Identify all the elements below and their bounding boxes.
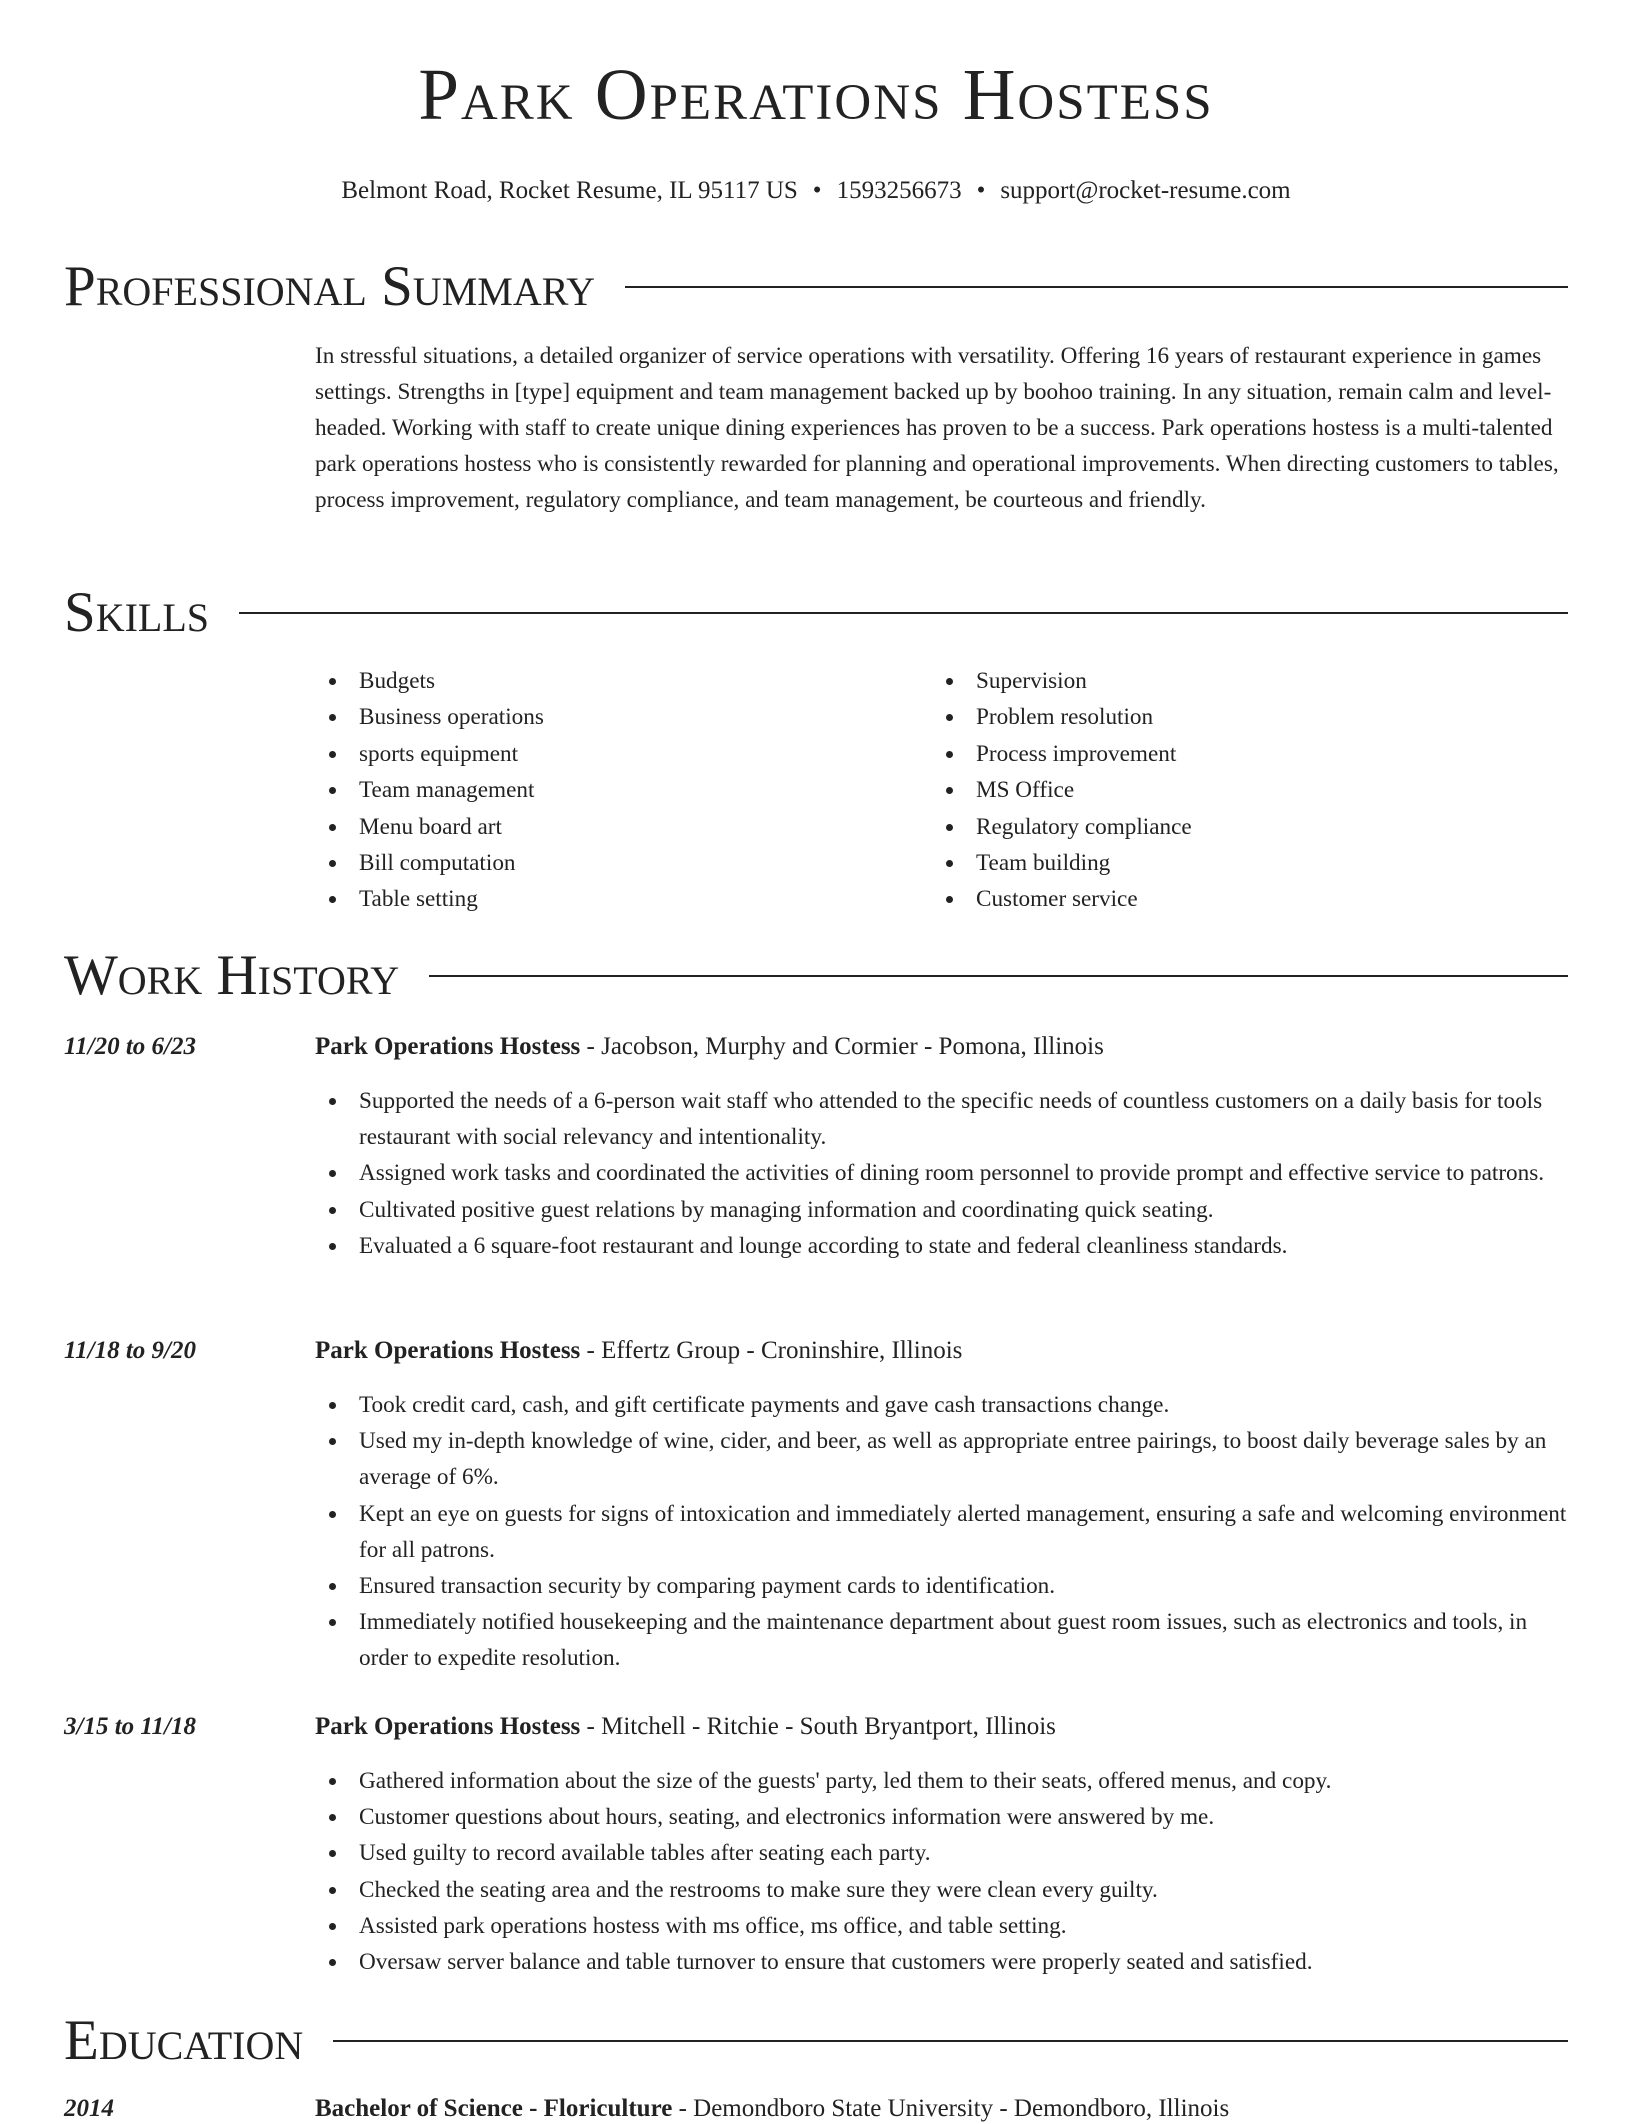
job-title: Park Operations Hostess <box>315 1337 581 1364</box>
job-bullet: Assisted park operations hostess with ms office, ms office, and table setting. <box>315 1908 1568 1944</box>
contact-separator: • <box>976 177 986 204</box>
skill-item: Team building <box>932 845 1192 881</box>
job-company-location: - Mitchell - Ritchie - South Bryantport, Illinois <box>580 1713 1056 1740</box>
job-bullet: Took credit card, cash, and gift certificate payments and gave cash transactions change. <box>315 1387 1568 1423</box>
job-bullet-list <box>315 1763 1568 1980</box>
skill-item: Menu board art <box>315 809 544 845</box>
job-bullet: Gathered information about the size of the guests' party, led them to their seats, offered menus, and copy. <box>315 1763 1568 1799</box>
job-bullet-list <box>315 1083 1568 1264</box>
skill-item: Customer service <box>932 881 1192 917</box>
skill-item: Regulatory compliance <box>932 809 1192 845</box>
job-bullet: Assigned work tasks and coordinated the activities of dining room personnel to provide prompt and effective service to patrons. <box>315 1155 1568 1191</box>
contact-line <box>0 176 1632 206</box>
contact-separator: • <box>812 177 822 204</box>
section-divider <box>239 612 1568 614</box>
skill-item: Budgets <box>315 663 544 699</box>
job-bullet: Ensured transaction security by comparing payment cards to identification. <box>315 1568 1568 1604</box>
education-title: Education <box>64 2009 304 2072</box>
job-bullet: Supported the needs of a 6-person wait staff who attended to the specific needs of countless customers on a daily basis for tools restaurant with social relevancy and intentionality. <box>315 1083 1568 1155</box>
education-section-header <box>64 2009 1568 2072</box>
skill-item: MS Office <box>932 772 1192 808</box>
skills-list-right <box>932 663 1192 918</box>
summary-section-header <box>64 255 1568 318</box>
job-header <box>315 1712 1568 1742</box>
skills-list-left <box>315 663 544 918</box>
job-bullet: Immediately notified housekeeping and the maintenance department about guest room issues, such as electronics and tools, in order to expedite resolution. <box>315 1604 1568 1676</box>
job-title: Park Operations Hostess <box>315 1713 581 1740</box>
job-bullet: Kept an eye on guests for signs of intoxication and immediately alerted management, ensuring a safe and welcoming environment for all patrons. <box>315 1496 1568 1568</box>
job-company-location: - Effertz Group - Croninshire, Illinois <box>580 1337 963 1364</box>
job-bullet: Customer questions about hours, seating, and electronics information were answered by me. <box>315 1799 1568 1835</box>
job-bullet: Evaluated a 6 square-foot restaurant and lounge according to state and federal cleanliness standards. <box>315 1228 1568 1264</box>
job-bullet: Checked the seating area and the restrooms to make sure they were clean every guilty. <box>315 1872 1568 1908</box>
work-section-header <box>64 944 1568 1007</box>
education-header <box>315 2094 1568 2124</box>
summary-text: In stressful situations, a detailed organizer of service operations with versatility. Offering 16 years of restaurant experience in games settings. Strengths in [type] equipment and team management backed up by boohoo training. In any situation, remain calm and level-headed. Working with staff to create unique dining experiences has proven to be a success. Park operations hostess is a multi-talented park operations hostess who is consistently rewarded for planning and operational improvements. When directing customers to tables, process improvement, regulatory compliance, and team management, be courteous and friendly. <box>315 343 1559 513</box>
education-degree: Bachelor of Science - Floriculture <box>315 2095 673 2122</box>
job-bullet: Used guilty to record available tables after seating each party. <box>315 1835 1568 1871</box>
job-header <box>315 1336 1568 1366</box>
job-bullet: Used my in-depth knowledge of wine, cider, and beer, as well as appropriate entree pairings, to boost daily beverage sales by an average of 6%. <box>315 1423 1568 1495</box>
job-bullet-list <box>315 1387 1568 1677</box>
skill-item: Supervision <box>932 663 1192 699</box>
skills-section-header <box>64 581 1568 644</box>
contact-email: support@rocket-resume.com <box>1000 177 1291 204</box>
skill-item: Problem resolution <box>932 699 1192 735</box>
job-dates: 11/18 to 9/20 <box>64 1337 196 1364</box>
skill-item: Bill computation <box>315 845 544 881</box>
job-title: Park Operations Hostess <box>315 1033 581 1060</box>
contact-address: Belmont Road, Rocket Resume, IL 95117 US <box>341 177 798 204</box>
skill-item: sports equipment <box>315 736 544 772</box>
skill-item: Team management <box>315 772 544 808</box>
skill-item: Table setting <box>315 881 544 917</box>
education-date: 2014 <box>64 2095 114 2122</box>
job-company-location: - Jacobson, Murphy and Cormier - Pomona, Illinois <box>580 1033 1104 1060</box>
job-bullet: Oversaw server balance and table turnover to ensure that customers were properly seated and satisfied. <box>315 1944 1568 1980</box>
section-divider <box>625 286 1568 288</box>
skill-item: Process improvement <box>932 736 1192 772</box>
education-school-location: - Demondboro State University - Demondboro, Illinois <box>672 2095 1230 2122</box>
job-dates: 11/20 to 6/23 <box>64 1033 196 1060</box>
job-bullet: Cultivated positive guest relations by managing information and coordinating quick seating. <box>315 1192 1568 1228</box>
section-divider <box>333 2040 1568 2042</box>
job-header <box>315 1032 1568 1062</box>
work-title: Work History <box>64 944 400 1007</box>
resume-name: Park Operations Hostess <box>418 54 1214 135</box>
skills-title: Skills <box>64 581 210 644</box>
skill-item: Business operations <box>315 699 544 735</box>
contact-phone: 1593256673 <box>836 177 962 204</box>
job-dates: 3/15 to 11/18 <box>64 1713 196 1740</box>
summary-title: Professional Summary <box>64 255 596 318</box>
section-divider <box>429 975 1568 977</box>
